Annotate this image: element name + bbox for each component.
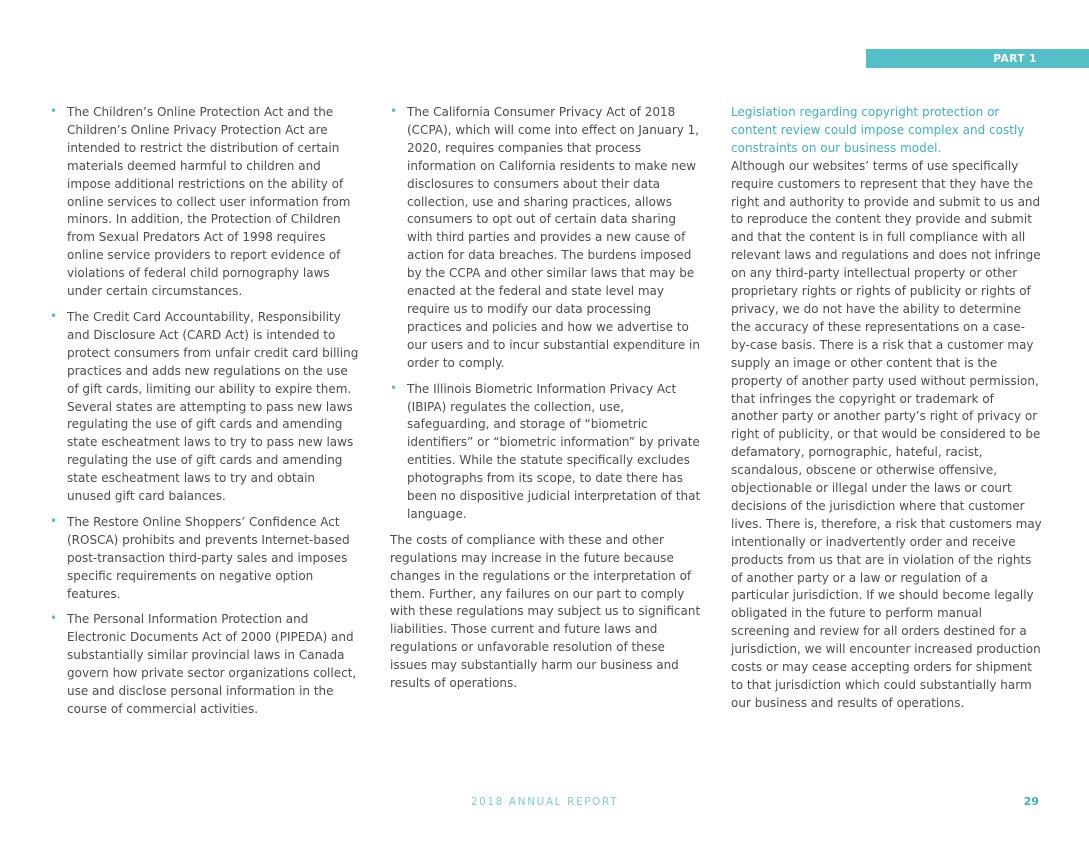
bullet-text: The Restore Online Shoppers’ Confidence Act (ROSCA) prohibits and prevents Internet-based post-transaction third-party sales and imposes specific requirements on negative option features. [67, 514, 350, 601]
footer-report-title: 2018 ANNUAL REPORT [470, 796, 619, 808]
column-middle [390, 104, 704, 693]
bullet-icon: • [50, 611, 58, 626]
list-item [50, 309, 362, 506]
list-item [390, 381, 704, 524]
section-tab [866, 49, 1089, 68]
bullet-list [390, 104, 704, 524]
list-item [50, 104, 362, 301]
column-right [731, 104, 1043, 713]
list-item [50, 514, 362, 604]
bullet-icon: • [390, 380, 398, 395]
page-number: 29 [1023, 795, 1039, 808]
section-tab-label: PART 1 [993, 52, 1037, 65]
bullet-icon: • [50, 308, 58, 323]
body-paragraph: Although our websites’ terms of use specifically require customers to represent that they have the right and authority to provide and submit to us and to reproduce the content they provide and submit and that the content is in full compliance with all relevant laws and regulations and does not infringe on any third-party intellectual property or other proprietary rights or rights of publicity or rights of privacy, we do not have the ability to determine the accuracy of these representations on a case-by-case basis. There is a risk that a customer may supply an image or other content that is the property of another party used without permission, that infringes the copyright or trademark of another party or another party’s right of privacy or right of publicity, or that would be considered to be defamatory, pornographic, hateful, racist, scandalous, obscene or otherwise offensive, objectionable or illegal under the laws or court decisions of the jurisdiction where that customer lives. There is, therefore, a risk that customers may intentionally or inadvertently order and receive products from us that are in violation of the rights of another party or a law or regulation of a particular jurisdiction. If we should become legally obligated in the future to perform manual screening and review for all orders destined for a jurisdiction, we will encounter increased production costs or may cease accepting orders for shipment to that jurisdiction which could substantially harm our business and results of operations. [731, 158, 1042, 710]
section-heading: Legislation regarding copyright protection or content review could impose complex and costly constraints on our business model. [731, 105, 1025, 155]
bullet-text: The Children’s Online Protection Act and the Children’s Online Privacy Protection Act are intended to restrict the distribution of certain materials deemed harmful to children and impose additional restrictions on the ability of online services to collect user information from minors. In addition, the Protection of Children from Sexual Predators Act of 1998 requires online service providers to report evidence of violations of federal child pornography laws under certain circumstances. [67, 105, 351, 299]
list-item [390, 104, 704, 373]
bullet-text: The Credit Card Accountability, Responsibility and Disclosure Act (CARD Act) is intended to protect consumers from unfair credit card billing practices and adds new regulations on the use of gift cards, limiting our ability to expire them. Several states are attempting to pass new laws regulating the use of gift cards and amending state escheatment laws to try to pass new laws regulating the use of gift cards and amending state escheatment laws to try and obtain unused gift card balances. [67, 309, 359, 504]
body-paragraph: The costs of compliance with these and other regulations may increase in the future because changes in the regulations or the interpretation of them. Further, any failures on our part to comply with these regulations may subject us to significant liabilities. Those current and future laws and regulations or unfavorable resolution of these issues may substantially harm our business and results of operations. [390, 532, 701, 691]
bullet-icon: • [390, 104, 398, 118]
bullet-icon: • [50, 513, 58, 528]
bullet-text: The California Consumer Privacy Act of 2018 (CCPA), which will come into effect on January 1, 2020, requires companies that process information on California residents to make new disclosures to consumers about their data collection, use and sharing practices, allows consumers to opt out of certain data sharing with third parties and provides a new cause of action for data breaches. The burdens imposed by the CCPA and other similar laws that may be enacted at the federal and state level may require us to modify our data processing practices and policies and how we advertise to our users and to incur substantial expenditure in order to comply. [407, 105, 700, 370]
bullet-icon: • [50, 104, 58, 118]
bullet-list [50, 104, 362, 719]
list-item [50, 611, 362, 718]
bullet-text: The Personal Information Protection and Electronic Documents Act of 2000 (PIPEDA) and substantially similar provincial laws in Canada govern how private sector organizations collect, use and disclose personal information in the course of commercial activities. [67, 612, 357, 716]
bullet-text: The Illinois Biometric Information Privacy Act (IBIPA) regulates the collection, use, safeguarding, and storage of “biometric identifiers” or “biometric information” by private entities. While the statute specifically excludes photographs from its scope, to date there has been no dispositive judicial interpretation of that language. [407, 381, 701, 521]
column-left [50, 104, 362, 727]
